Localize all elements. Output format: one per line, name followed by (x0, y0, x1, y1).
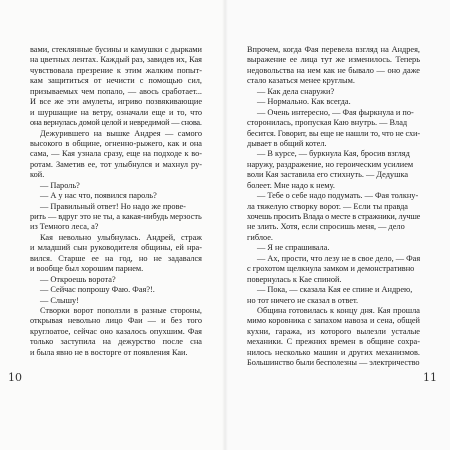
text-line: круглоатое, сейчас оно казалось опухшим. Фая (30, 326, 202, 336)
text-line: сторонилась, пропуская Каю внутрь. — Влад (247, 118, 408, 128)
text-line: — Слышу! (40, 295, 79, 305)
text-line: Большинство были бесполезны — электричество (247, 358, 420, 368)
text-line: и младший сын руководителя общины, ей нра- (30, 243, 202, 253)
text-line: повернулась к Кае спиной. (247, 274, 342, 284)
left-page-number: 10 (8, 371, 22, 384)
text-line: не злить. Хотя, если спросишь меня, — дело (247, 222, 405, 232)
text-line: выражение ее лица тут же изменилось. Теперь (247, 55, 420, 65)
text-line: наружу, раздражение, но героическим усилием (247, 159, 414, 169)
text-line: — Очень интересно, — Фая фыркнула и по- (257, 107, 414, 117)
text-line: и шуршащие на ветру, означали еще и то, что (30, 107, 202, 117)
text-line: и вообще был хорошим парнем. (30, 264, 144, 274)
text-line: — Я не спрашивала. (257, 243, 330, 253)
text-line: вился. Старше ее на год, но не задавался (30, 253, 202, 263)
text-line: вами, стеклянные бусины и камушки с дырками (30, 45, 202, 54)
text-line: — Сейчас попрошу Фаю. Фая?!. (40, 285, 155, 295)
text-line: мимо коровника с запахом навоза и сена, общей (247, 316, 420, 326)
text-line: открывая невольно лицо Фаи — и без того (30, 316, 202, 326)
text-line: высокого в общине, огненно-рыжего, как и она (30, 138, 202, 148)
text-line: Створки ворот поползли в разные стороны, (40, 305, 202, 315)
text-line: — Пароль? (40, 180, 80, 190)
text-line: кой. (30, 170, 45, 180)
text-line: — Откроешь ворота? (40, 274, 116, 284)
left-page-text (30, 45, 202, 358)
text-line: недовольства на нем как не бывало — оно даже (247, 65, 420, 75)
text-line: — В курсе, — буркнула Кая, бросив взгляд (257, 149, 410, 159)
text-line: воли Кая заставила его стихнуть. — Дедушка (247, 170, 409, 180)
text-line: Община готовилась к концу дня. Кая прошла (257, 305, 420, 315)
text-line: Кая невольно улыбнулась. Андрей, страж (40, 232, 202, 242)
text-line: — Пока, — сказала Кая ее спине и Андрею, (257, 285, 413, 295)
text-line: Дежурившего на вышке Андрея — самого (40, 128, 202, 138)
text-line: болеет. Мне надо к нему. (247, 180, 335, 190)
text-line: дывает в общий котел. (247, 138, 327, 148)
text-line: — Тебе о себе надо подумать. — Фая толкну- (257, 191, 419, 201)
text-line: — А у нас что, появился пароль? (40, 191, 157, 201)
text-line: хочешь просить Влада о месте в стражники, лучше (247, 212, 421, 221)
text-line: на цветных лентах. Каждый раз, завидев их, Кая (30, 55, 202, 65)
text-line: нилось несколько машин и других механизмов. (247, 347, 420, 357)
right-page-number: 11 (423, 371, 437, 384)
text-line: — Правильный ответ! Но надо же прове- (40, 201, 186, 211)
text-line: гиблое. (247, 232, 274, 242)
text-line: сама, — Кая узнала сразу, еще на подходе к во- (30, 149, 202, 159)
text-line: — Ах, прости, что лезу не в свое дело, — Фая (257, 253, 421, 263)
text-line: стало казаться менее круглым. (247, 76, 355, 86)
text-line: и была явно не в восторге от появления Каи. (30, 347, 188, 357)
text-line: бесится. Говорит, вы еще не нашли то, что не схи- (247, 128, 421, 138)
text-line: ротам. Заметив ее, тот улыбнулся и махнул ру- (30, 159, 202, 169)
right-page (225, 0, 450, 450)
text-line: механики. С прежних времен в общине сохра- (247, 337, 420, 347)
text-line: рить — вдруг это не ты, а какая-нибудь мерзость (30, 212, 202, 221)
text-line: И все же эти амулеты, игриво позвякивающие (30, 97, 202, 107)
book-gutter (222, 0, 228, 450)
text-line: — Как дела снаружи? (257, 86, 335, 96)
text-line: — Нормально. Как всегда. (257, 97, 351, 107)
right-page-text (247, 45, 420, 369)
text-line: она вернулась домой целой и невредимой — снова. (30, 118, 202, 128)
text-line: призываемых чем попало, — авось сработает... (30, 86, 202, 96)
text-line: из Темного леса, а? (30, 222, 99, 232)
text-line: только заступила на дежурство после сна (30, 337, 202, 347)
text-line: чувствовала презрение к этим жалким попыт- (30, 65, 202, 75)
text-line: но тот ничего не сказал в ответ. (247, 295, 359, 305)
text-line: ла тяжелую створку ворот. — Если ты правда (247, 201, 408, 211)
text-line: кухни, гаража, из которого вылезли усталые (247, 326, 420, 336)
text-line: кам защититься от нечисти с помощью сил, (30, 76, 202, 86)
text-line: с грохотом щелкнула замком и демонстративно (247, 264, 415, 274)
text-line: Впрочем, когда Фая перевела взгляд на Андрея, (247, 45, 420, 54)
